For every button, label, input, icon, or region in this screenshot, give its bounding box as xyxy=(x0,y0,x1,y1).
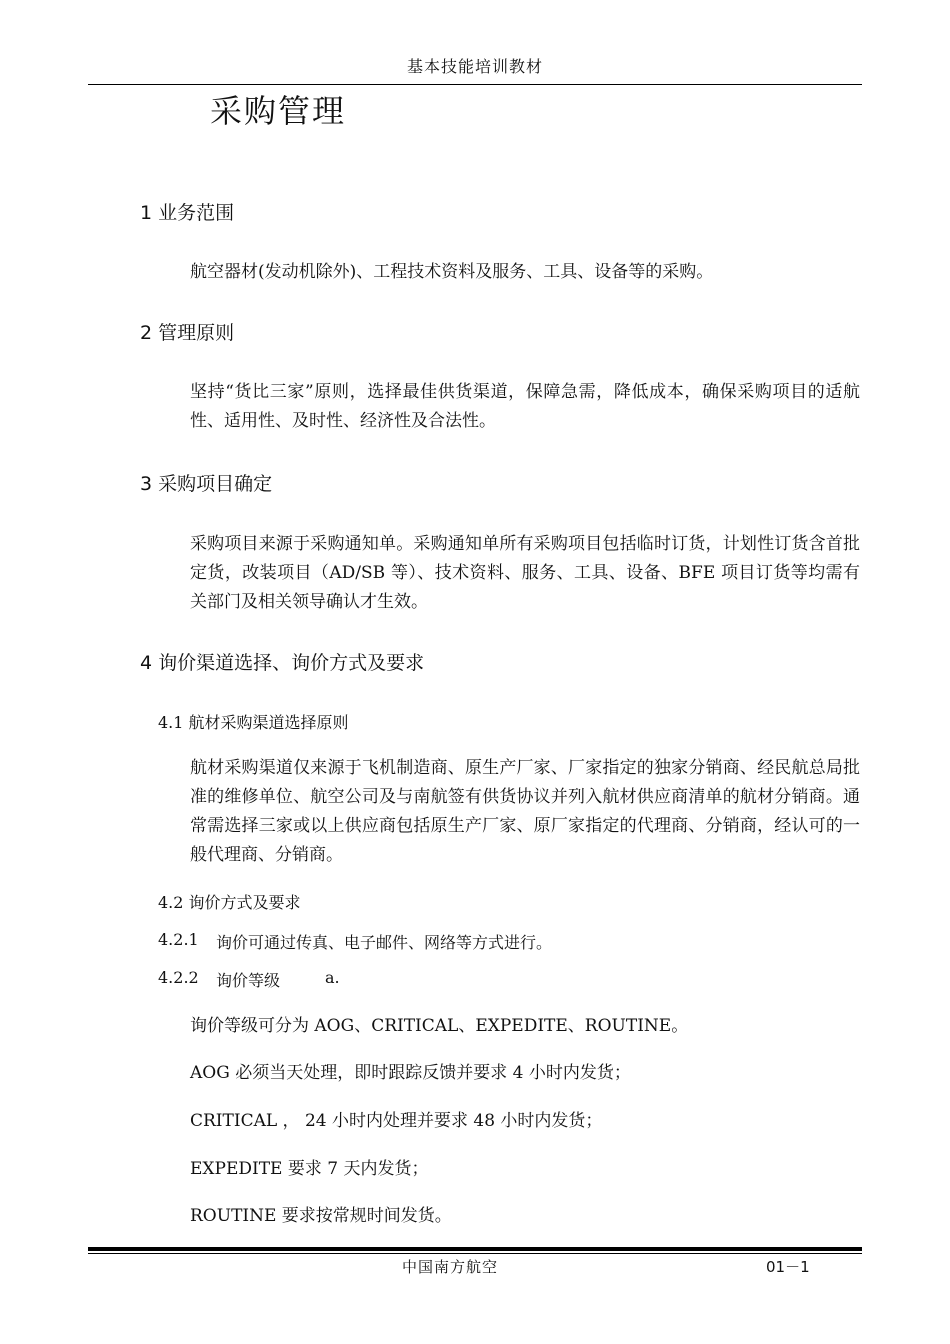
inquiry-level-line: ROUTINE 要求按常规时间发货。 xyxy=(190,1206,452,1226)
subsection-4-2-label: 4.2 询价方式及要求 xyxy=(158,893,301,912)
subsection-4-1-body: 航材采购渠道仅来源于飞机制造商、原生产厂家、厂家指定的独家分销商、经民航总局批准的维修单位、航空公司及与南航签有供货协议并列入航材供应商清单的航材分销商。通常需选择三家或以上供应商包括原生产厂家、原厂家指定的代理商、分销商，经认可的一般代理商、分销商。 xyxy=(190,758,860,865)
section-2-heading: 2 管理原则 xyxy=(140,322,235,344)
section-3-heading: 3 采购项目确定 xyxy=(140,473,273,495)
footer-organization: 中国南方航空 xyxy=(401,1258,498,1276)
inquiry-level-line: 询价等级可分为 AOG、CRITICAL、EXPEDITE、ROUTINE。 xyxy=(190,1016,689,1036)
item-4-2-2-suffix: a. xyxy=(325,968,340,987)
subsection-4-1-label: 4.1 航材采购渠道选择原则 xyxy=(158,713,349,732)
footer-rule xyxy=(88,1247,862,1251)
section-1-heading: 1 业务范围 xyxy=(140,202,235,224)
inquiry-level-line: EXPEDITE 要求 7 天内发货； xyxy=(190,1159,429,1179)
inquiry-level-line: CRITICAL ， 24 小时内处理并要求 48 小时内发货； xyxy=(190,1111,603,1131)
item-4-2-2-number: 4.2.2 xyxy=(158,968,199,987)
page-header-title: 基本技能培训教材 xyxy=(406,57,543,76)
header-rule xyxy=(88,84,862,85)
inquiry-level-line: AOG 必须当天处理，即时跟踪反馈并要求 4 小时内发货； xyxy=(190,1063,631,1083)
page-number: 01－1 xyxy=(766,1258,810,1276)
document-title: 采购管理 xyxy=(210,92,347,130)
item-4-2-1-text: 询价可通过传真、电子邮件、网络等方式进行。 xyxy=(216,933,553,952)
section-2-body: 坚持“货比三家”原则，选择最佳供货渠道，保障急需，降低成本，确保采购项目的适航性、适用性、及时性、经济性及合法性。 xyxy=(190,382,860,431)
section-4-heading: 4 询价渠道选择、询价方式及要求 xyxy=(140,652,425,674)
item-4-2-2-text: 询价等级 xyxy=(216,971,281,990)
section-3-body: 采购项目来源于采购通知单。采购通知单所有采购项目包括临时订货，计划性订货含首批定货，改装项目（AD/SB 等）、技术资料、服务、工具、设备、BFE 项目订货等均需有关部门及相关领导确认才生效。 xyxy=(190,534,860,612)
footer-rule-thin xyxy=(88,1253,862,1254)
item-4-2-1-number: 4.2.1 xyxy=(158,930,199,949)
section-1-body: 航空器材(发动机除外)、工程技术资料及服务、工具、设备等的采购。 xyxy=(190,262,714,282)
